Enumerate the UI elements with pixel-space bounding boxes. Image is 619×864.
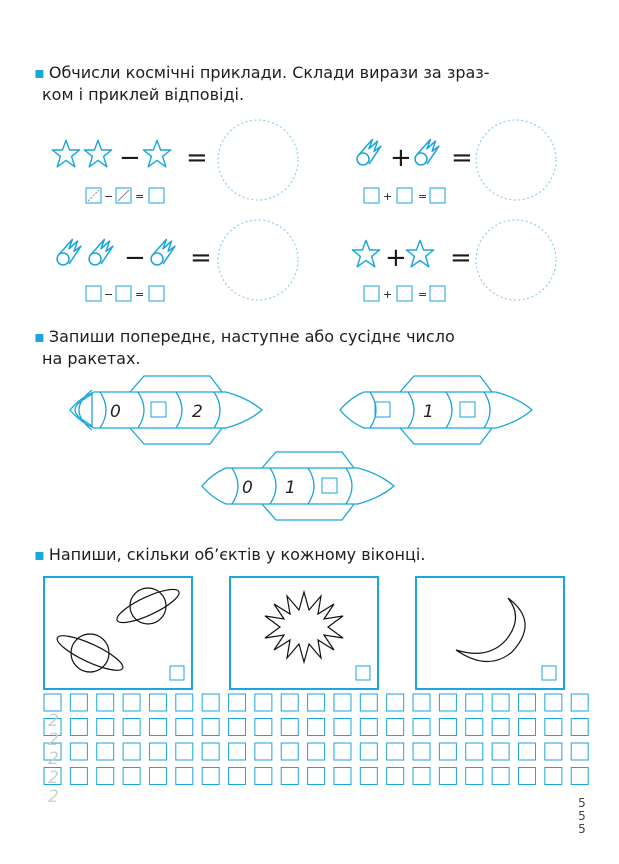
- planet-icon: [54, 583, 183, 676]
- page-number: [577, 797, 587, 836]
- rocket-body: [340, 392, 532, 428]
- grid-cell[interactable]: [518, 719, 535, 736]
- grid-cell[interactable]: [308, 694, 325, 711]
- rocket-1-left-number: 0: [110, 402, 121, 422]
- grid-cell[interactable]: [70, 768, 87, 785]
- rocket-2-middle-number: 1: [423, 402, 434, 422]
- faint-digit: 2: [48, 711, 59, 731]
- answer-box[interactable]: [430, 286, 445, 301]
- task2-line2: на ракетах.: [42, 349, 141, 368]
- grid-cell[interactable]: [492, 694, 509, 711]
- grid-cell[interactable]: [518, 743, 535, 760]
- grid-cell[interactable]: [334, 743, 351, 760]
- grid-cell[interactable]: [334, 694, 351, 711]
- window-2: [230, 577, 378, 689]
- grid-cell[interactable]: [70, 694, 87, 711]
- grid-cell[interactable]: [123, 743, 140, 760]
- rocket-fin-bottom: [262, 504, 354, 520]
- page-number-digit: 5: [578, 822, 586, 836]
- grid-cell[interactable]: [176, 719, 193, 736]
- rocket-2-right-box[interactable]: [460, 402, 475, 417]
- grid-cell[interactable]: [413, 694, 430, 711]
- grid-cell[interactable]: [466, 694, 483, 711]
- example-4-operator: +: [385, 243, 407, 273]
- grid-cell[interactable]: [123, 768, 140, 785]
- grid-cell[interactable]: [97, 743, 114, 760]
- rocket-fin-bottom: [130, 428, 222, 444]
- window-3-answer-box[interactable]: [542, 666, 556, 680]
- grid-cell[interactable]: [149, 694, 166, 711]
- grid-cell[interactable]: [439, 768, 456, 785]
- example-1: [52, 120, 298, 203]
- example-4: [352, 220, 556, 301]
- answer-box[interactable]: [397, 286, 412, 301]
- faint-practice-digits: [48, 712, 62, 807]
- grid-cell[interactable]: [202, 743, 219, 760]
- rocket-2: [340, 376, 532, 444]
- example-3-operator: −: [124, 243, 146, 273]
- writing-grid: [44, 694, 588, 785]
- comet-icon: [89, 239, 113, 265]
- star-icon: [84, 140, 111, 166]
- grid-cell[interactable]: [149, 768, 166, 785]
- grid-cell[interactable]: [439, 719, 456, 736]
- grid-cell[interactable]: [97, 694, 114, 711]
- grid-cell[interactable]: [334, 768, 351, 785]
- rocket-1: [70, 376, 262, 444]
- task-bullet-icon: ▪: [34, 63, 45, 82]
- grid-cell[interactable]: [202, 694, 219, 711]
- answer-box[interactable]: [149, 286, 164, 301]
- box-equals: =: [418, 288, 428, 301]
- grid-cell[interactable]: [308, 743, 325, 760]
- window-1-answer-box[interactable]: [170, 666, 184, 680]
- sticker-answer-circle[interactable]: [218, 220, 298, 300]
- answer-box[interactable]: [149, 188, 164, 203]
- grid-cell[interactable]: [492, 768, 509, 785]
- rocket-3-left-number: 0: [242, 478, 253, 498]
- comet-icon: [151, 239, 175, 265]
- answer-box[interactable]: [116, 286, 131, 301]
- grid-cell[interactable]: [281, 743, 298, 760]
- task-bullet-icon: ▪: [34, 327, 45, 346]
- grid-cell[interactable]: [360, 719, 377, 736]
- answer-box[interactable]: [86, 286, 101, 301]
- comet-icon: [357, 139, 381, 165]
- grid-cell[interactable]: [413, 743, 430, 760]
- grid-cell[interactable]: [229, 743, 246, 760]
- grid-cell[interactable]: [123, 694, 140, 711]
- star-icon: [406, 240, 433, 266]
- rocket-3: [202, 452, 394, 520]
- moon-icon: [456, 598, 525, 662]
- box-operator: −: [104, 288, 114, 301]
- grid-cell[interactable]: [149, 719, 166, 736]
- grid-cell[interactable]: [571, 743, 588, 760]
- example-3-equals: =: [190, 243, 212, 273]
- grid-cell[interactable]: [439, 743, 456, 760]
- box-equals: =: [135, 190, 145, 203]
- window-3: [416, 577, 564, 689]
- task-bullet-icon: ▪: [34, 545, 45, 564]
- task1-line2: ком і приклей відповіді.: [42, 85, 245, 104]
- grid-cell[interactable]: [70, 719, 87, 736]
- grid-cell[interactable]: [281, 719, 298, 736]
- rocket-3-middle-number: 1: [285, 478, 296, 498]
- rocket-fin-top: [262, 452, 354, 468]
- box-equals: =: [418, 190, 428, 203]
- rocket-fin-bottom: [400, 428, 492, 444]
- star-icon: [352, 240, 379, 266]
- grid-cell[interactable]: [518, 694, 535, 711]
- grid-cell[interactable]: [176, 768, 193, 785]
- sticker-answer-circle[interactable]: [476, 220, 556, 300]
- grid-cell[interactable]: [466, 743, 483, 760]
- grid-cell[interactable]: [97, 768, 114, 785]
- grid-cell[interactable]: [255, 768, 272, 785]
- sticker-answer-circle[interactable]: [476, 120, 556, 200]
- answer-box[interactable]: [430, 188, 445, 203]
- grid-cell[interactable]: [44, 694, 61, 711]
- window-2-answer-box[interactable]: [356, 666, 370, 680]
- star-icon: [143, 140, 170, 166]
- answer-box[interactable]: [364, 188, 379, 203]
- grid-cell[interactable]: [518, 768, 535, 785]
- box-equals: =: [135, 288, 145, 301]
- grid-cell[interactable]: [360, 768, 377, 785]
- example-2-equals: =: [451, 143, 473, 173]
- grid-cell[interactable]: [281, 694, 298, 711]
- grid-cell[interactable]: [492, 719, 509, 736]
- rocket-2-left-box[interactable]: [375, 402, 390, 417]
- grid-cell[interactable]: [229, 768, 246, 785]
- grid-cell[interactable]: [255, 694, 272, 711]
- grid-cell[interactable]: [439, 694, 456, 711]
- faint-digit: 2: [48, 768, 59, 788]
- grid-cell[interactable]: [492, 743, 509, 760]
- grid-cell[interactable]: [387, 743, 404, 760]
- answer-box[interactable]: [397, 188, 412, 203]
- task2-line1: Запиши попереднє, наступне або сусіднє число: [48, 327, 455, 346]
- grid-cell[interactable]: [229, 719, 246, 736]
- grid-cell[interactable]: [229, 694, 246, 711]
- grid-cell[interactable]: [571, 768, 588, 785]
- page-number-digit: 5: [578, 796, 586, 810]
- box-operator: +: [383, 190, 393, 203]
- grid-cell[interactable]: [387, 694, 404, 711]
- rocket-fin-top: [130, 376, 222, 392]
- star-icon: [52, 140, 79, 166]
- comet-icon: [415, 139, 439, 165]
- grid-cell[interactable]: [387, 719, 404, 736]
- example-1-equals: =: [186, 143, 208, 173]
- grid-cell[interactable]: [545, 768, 562, 785]
- grid-cell[interactable]: [334, 719, 351, 736]
- rocket-body: [202, 468, 394, 504]
- grid-cell[interactable]: [545, 694, 562, 711]
- rocket-3-right-box[interactable]: [322, 478, 337, 493]
- task3-line1: Напиши, скільки об’єктів у кожному віконці.: [48, 545, 426, 564]
- grid-cell[interactable]: [202, 768, 219, 785]
- grid-cell[interactable]: [176, 743, 193, 760]
- rocket-1-middle-box[interactable]: [151, 402, 166, 417]
- rocket-fin-top: [400, 376, 492, 392]
- sticker-answer-circle[interactable]: [218, 120, 298, 200]
- grid-cell[interactable]: [255, 743, 272, 760]
- faint-digit: 2: [48, 730, 59, 750]
- faint-digit: 2: [48, 787, 59, 807]
- task1-line1: Обчисли космічні приклади. Склади вирази за зраз-: [48, 63, 490, 82]
- grid-cell[interactable]: [545, 743, 562, 760]
- grid-cell[interactable]: [387, 768, 404, 785]
- grid-cell[interactable]: [466, 768, 483, 785]
- grid-cell[interactable]: [70, 743, 87, 760]
- grid-cell[interactable]: [97, 719, 114, 736]
- grid-cell[interactable]: [255, 719, 272, 736]
- grid-cell[interactable]: [413, 719, 430, 736]
- rocket-1-right-number: 2: [192, 402, 203, 422]
- example-3: [57, 220, 298, 301]
- box-operator: +: [383, 288, 393, 301]
- grid-cell[interactable]: [360, 694, 377, 711]
- grid-cell[interactable]: [308, 768, 325, 785]
- example-1-operator: −: [119, 143, 141, 173]
- page-number-digit: 5: [578, 809, 586, 823]
- example-2: [357, 120, 556, 203]
- grid-cell[interactable]: [202, 719, 219, 736]
- grid-cell[interactable]: [123, 719, 140, 736]
- grid-cell[interactable]: [149, 743, 166, 760]
- grid-cell[interactable]: [545, 719, 562, 736]
- answer-box[interactable]: [364, 286, 379, 301]
- grid-cell[interactable]: [308, 719, 325, 736]
- grid-cell[interactable]: [571, 719, 588, 736]
- grid-cell[interactable]: [281, 768, 298, 785]
- box-operator: −: [104, 190, 114, 203]
- sun-icon: [265, 592, 343, 662]
- grid-cell[interactable]: [413, 768, 430, 785]
- example-4-equals: =: [450, 243, 472, 273]
- grid-cell[interactable]: [571, 694, 588, 711]
- sample-stroke: [88, 190, 99, 201]
- faint-digit: 2: [48, 749, 59, 769]
- sample-stroke: [118, 190, 129, 201]
- grid-cell[interactable]: [360, 743, 377, 760]
- example-2-operator: +: [390, 143, 412, 173]
- grid-cell[interactable]: [176, 694, 193, 711]
- grid-cell[interactable]: [466, 719, 483, 736]
- comet-icon: [57, 239, 81, 265]
- window-1: [44, 577, 192, 689]
